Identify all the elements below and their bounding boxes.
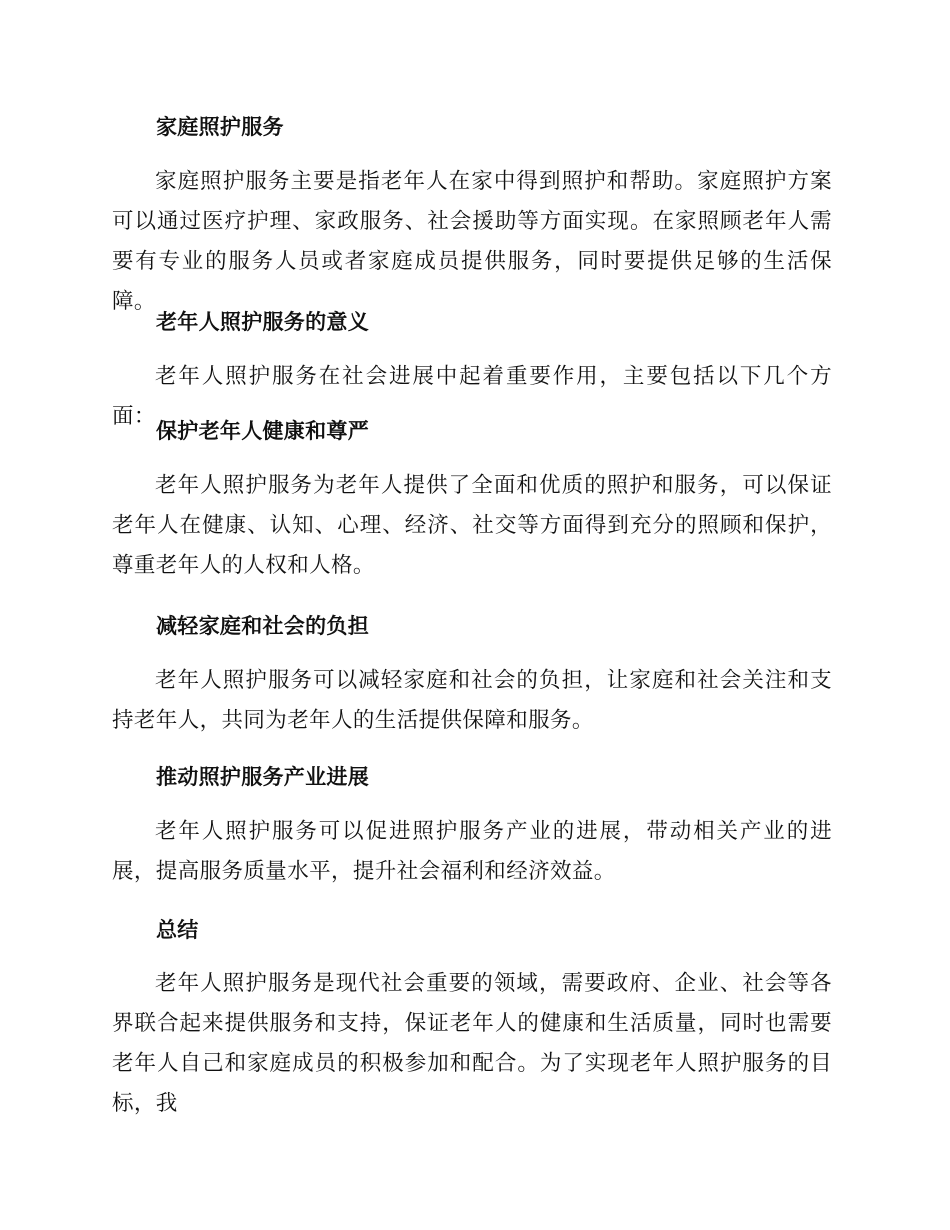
section-heading-industry: 推动照护服务产业进展 <box>156 765 369 789</box>
section-heading-health-dignity: 保护老年人健康和尊严 <box>156 419 369 443</box>
section-heading-summary: 总结 <box>156 918 199 942</box>
section-heading-reduce-burden: 减轻家庭和社会的负担 <box>156 614 369 638</box>
section-paragraph-health-dignity: 老年人照护服务为老年人提供了全面和优质的照护和服务，可以保证老年人在健康、认知、心理、经济、社交等方面得到充分的照顾和保护，尊重老年人的人权和人格。 <box>112 473 832 578</box>
section-paragraph-reduce-burden: 老年人照护服务可以减轻家庭和社会的负担，让家庭和社会关注和支持老年人，共同为老年人的生活提供保障和服务。 <box>112 668 832 733</box>
section-heading-significance: 老年人照护服务的意义 <box>156 310 369 334</box>
section-heading-home-care: 家庭照护服务 <box>156 115 284 139</box>
section-paragraph-home-care: 家庭照护服务主要是指老年人在家中得到照护和帮助。家庭照护方案可以通过医疗护理、家政服务、社会援助等方面实现。在家照顾老年人需要有专业的服务人员或者家庭成员提供服务，同时要提供足够的生活保障。 <box>112 169 832 314</box>
section-paragraph-summary: 老年人照护服务是现代社会重要的领域，需要政府、企业、社会等各界联合起来提供服务和支持，保证老年人的健康和生活质量，同时也需要老年人自己和家庭成员的积极参加和配合。为了实现老年人照护服务的目标，我 <box>112 971 832 1116</box>
section-paragraph-significance: 老年人照护服务在社会进展中起着重要作用，主要包括以下几个方面： <box>112 364 832 429</box>
section-paragraph-industry: 老年人照护服务可以促进照护服务产业的进展，带动相关产业的进展，提高服务质量水平，提升社会福利和经济效益。 <box>112 819 832 884</box>
